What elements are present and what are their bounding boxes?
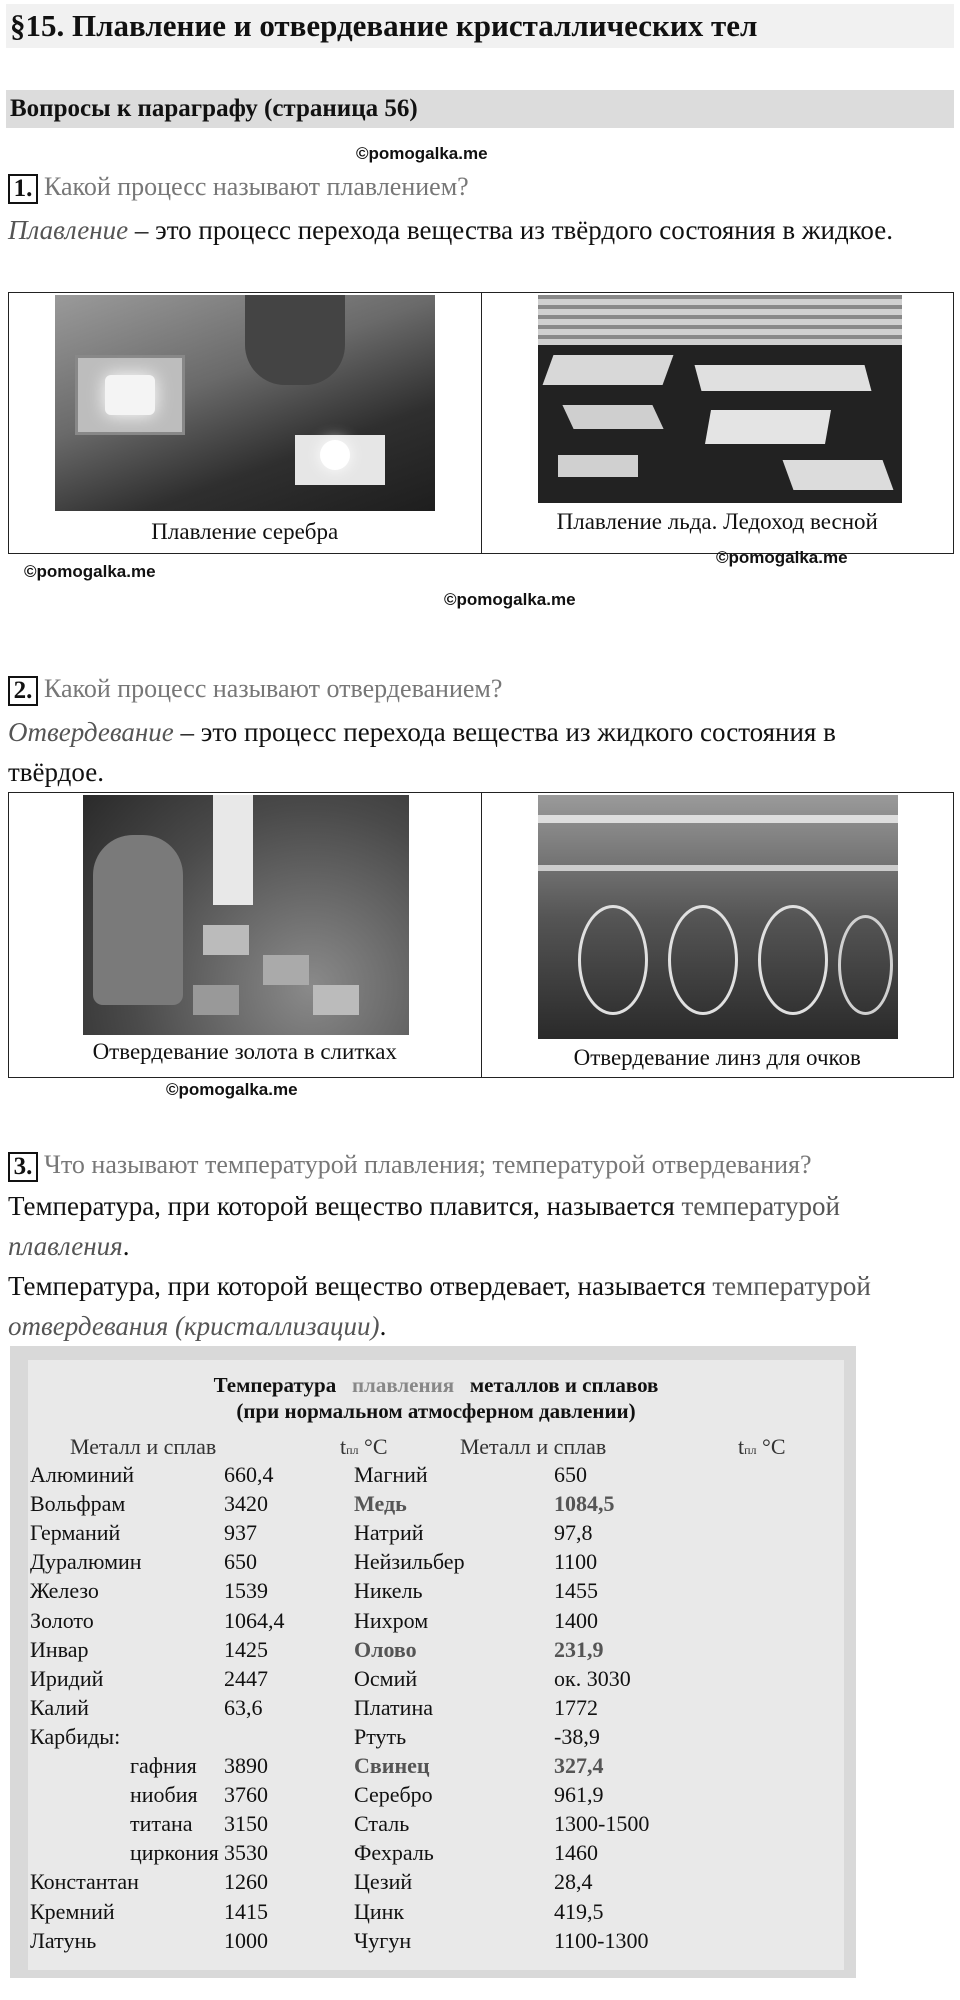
table-row [28, 1722, 844, 1751]
metal-name: Ртуть [354, 1723, 407, 1749]
metal-name: Цезий [354, 1869, 413, 1895]
watermark: ©pomogalka.me [24, 562, 156, 581]
silver-melting-photo [55, 295, 435, 511]
table-row [28, 1606, 844, 1635]
photo-cell [482, 293, 954, 553]
metal-name: Нейзильбер [354, 1549, 465, 1575]
metal-name: Платина [354, 1694, 433, 1720]
question-text: Какой процесс называют плавлением? [44, 172, 469, 201]
photo-table-2 [8, 792, 954, 1078]
watermark: ©pomogalka.me [166, 1080, 298, 1099]
melting-temp: 3890 [224, 1753, 268, 1778]
table-header-row [28, 1432, 844, 1461]
table-row [28, 1897, 844, 1926]
answer-text: – это процесс перехода вещества из жидкого состояния в твёрдое. [8, 717, 836, 787]
term: Отвердевание [8, 717, 174, 747]
table-row [28, 1518, 844, 1547]
answer-1 [8, 210, 908, 250]
metal-name: Нихром [354, 1607, 429, 1633]
metal-name: Натрий [354, 1520, 424, 1546]
melting-temp: 1425 [224, 1636, 268, 1662]
metal-name: Латунь [30, 1927, 97, 1953]
term: плавления [8, 1231, 123, 1261]
melting-temp: 3760 [224, 1782, 268, 1808]
table-row [28, 1460, 844, 1489]
metal-name: Карбиды: [30, 1723, 121, 1749]
melting-temp: 1539 [224, 1578, 268, 1604]
melting-temp: 650 [554, 1462, 587, 1487]
melting-temp: 1100-1300 [554, 1927, 649, 1953]
metal-name: Фехраль [354, 1840, 434, 1866]
table-row [28, 1664, 844, 1693]
table-row [28, 1926, 844, 1955]
col-header-metal: Металл и сплав [70, 1434, 217, 1459]
table-row [28, 1576, 844, 1605]
ice-drift-photo [538, 295, 902, 503]
lens-photo [538, 795, 898, 1039]
metal-name: Золото [30, 1607, 94, 1633]
melting-temp: 650 [224, 1549, 257, 1575]
table-row [28, 1809, 844, 1838]
title-part: плавления [351, 1373, 455, 1397]
metal-name: гафния [130, 1753, 197, 1778]
metal-name: Инвар [30, 1636, 89, 1662]
photo-table-1 [8, 292, 954, 554]
watermark: ©pomogalka.me [444, 590, 576, 609]
question-text: Что называют температурой плавления; температурой отвердевания? [44, 1150, 812, 1179]
metal-name: Калий [30, 1694, 89, 1720]
metal-name: Медь [354, 1491, 407, 1517]
question-number: 3. [8, 1152, 38, 1182]
table-row [28, 1489, 844, 1518]
melting-temp: 1084,5 [554, 1491, 615, 1517]
metal-name: Вольфрам [30, 1491, 126, 1517]
table-row [28, 1547, 844, 1576]
photo-cell [9, 793, 482, 1077]
question-number: 2. [8, 676, 38, 706]
melting-table-image [10, 1346, 856, 1978]
melting-temp: 63,6 [224, 1694, 263, 1720]
term: Плавление [8, 215, 129, 245]
answer-text: Температура, при которой вещество отвердевает, называется [8, 1271, 713, 1301]
metal-name: Иридий [30, 1665, 104, 1691]
answer-3b: Температура, при которой вещество отвердевает, называется температурой отвердевания (кристаллизации). [8, 1271, 871, 1341]
metal-name: Алюминий [30, 1462, 135, 1487]
metal-name: Цинк [354, 1898, 405, 1924]
metal-name: Кремний [30, 1898, 115, 1924]
metal-name: Железо [30, 1578, 99, 1604]
photo-cell [482, 793, 954, 1077]
watermark: ©pomogalka.me [356, 144, 488, 163]
melting-temp: 231,9 [554, 1636, 604, 1662]
melting-temp: 1455 [554, 1578, 598, 1604]
table-row [28, 1838, 844, 1867]
melting-table [28, 1360, 844, 1970]
col-header-temp: tпл °C [738, 1434, 786, 1459]
melting-temp: ок. 3030 [554, 1665, 631, 1691]
metal-name: Константан [30, 1869, 139, 1895]
metal-name: Чугун [354, 1927, 412, 1953]
question-1 [8, 170, 469, 204]
metal-name: Германий [30, 1520, 121, 1546]
melting-temp: 3420 [224, 1491, 268, 1517]
melting-temp: 660,4 [224, 1462, 274, 1487]
term: отвердевания (кристаллизации) [8, 1311, 380, 1341]
question-text: Какой процесс называют отвердеванием? [44, 674, 503, 703]
answer-text: Температура, при которой вещество плавится, называется [8, 1191, 682, 1221]
section-heading: Вопросы к параграфу (страница 56) [6, 90, 954, 128]
melting-temp: -38,9 [554, 1723, 600, 1749]
metal-name: Дуралюмин [30, 1549, 142, 1575]
photo-caption: Отвердевание линз для очков [573, 1045, 861, 1070]
question-2 [8, 672, 502, 706]
table-row [28, 1635, 844, 1664]
melting-temp: 3150 [224, 1811, 268, 1837]
melting-temp: 1260 [224, 1869, 268, 1895]
table-row [28, 1780, 844, 1809]
title-subline: (при нормальном атмосферном давлении) [236, 1399, 636, 1423]
answer-3a: Температура, при которой вещество плавится, называется температурой плавления. [8, 1191, 840, 1261]
answer-text: – это процесс перехода вещества из твёрдого состояния в жидкое. [128, 215, 893, 245]
melting-temp: 1100 [554, 1549, 598, 1575]
melting-temp: 1000 [224, 1927, 268, 1953]
melting-temp: 2447 [224, 1665, 268, 1691]
metal-name: циркония [130, 1840, 219, 1866]
metal-name: Никель [354, 1578, 423, 1604]
melting-temp: 1415 [224, 1898, 268, 1924]
title-part: металлов и сплавов [469, 1373, 659, 1397]
question-number: 1. [8, 174, 38, 204]
melting-temp: 1400 [554, 1607, 598, 1633]
melting-temp: 3530 [224, 1840, 268, 1866]
metal-name: Осмий [354, 1665, 418, 1691]
metal-name: Олово [354, 1636, 417, 1662]
melting-temp: 1460 [554, 1840, 598, 1866]
metal-name: Серебро [354, 1782, 433, 1808]
melting-temp: 419,5 [554, 1898, 604, 1924]
photo-caption: Отвердевание золота в слитках [92, 1039, 397, 1064]
melting-temp: 1772 [554, 1694, 598, 1720]
melting-temp: 1064,4 [224, 1607, 285, 1633]
photo-caption: Плавление серебра [151, 519, 339, 544]
term: температурой [712, 1271, 871, 1301]
melting-temp: 1300-1500 [554, 1811, 650, 1837]
page-title: §15. Плавление и отвердевание кристаллических тел [6, 4, 954, 48]
metal-name: титана [130, 1811, 193, 1837]
table-row [28, 1751, 844, 1780]
melting-temp: 961,9 [554, 1782, 604, 1808]
gold-ingots-photo [83, 795, 409, 1035]
question-3 [8, 1148, 812, 1182]
metal-name: Магний [354, 1462, 428, 1487]
metal-name: Свинец [354, 1753, 430, 1778]
term: температурой [681, 1191, 840, 1221]
col-header-metal: Металл и сплав [460, 1434, 607, 1459]
table-row [28, 1693, 844, 1722]
answer-2 [8, 712, 908, 792]
photo-cell [9, 293, 482, 553]
table-title [28, 1372, 844, 1424]
watermark: ©pomogalka.me [716, 548, 848, 567]
metal-name: Сталь [354, 1811, 410, 1837]
photo-caption: Плавление льда. Ледоход весной [556, 509, 878, 534]
melting-temp: 28,4 [554, 1869, 593, 1895]
melting-temp: 937 [224, 1520, 257, 1546]
melting-temp: 327,4 [554, 1753, 604, 1778]
metal-name: ниобия [130, 1782, 198, 1808]
col-header-temp: tпл °C [340, 1434, 388, 1459]
title-part: Температура [213, 1373, 337, 1397]
melting-temp: 97,8 [554, 1520, 593, 1546]
table-row [28, 1867, 844, 1896]
